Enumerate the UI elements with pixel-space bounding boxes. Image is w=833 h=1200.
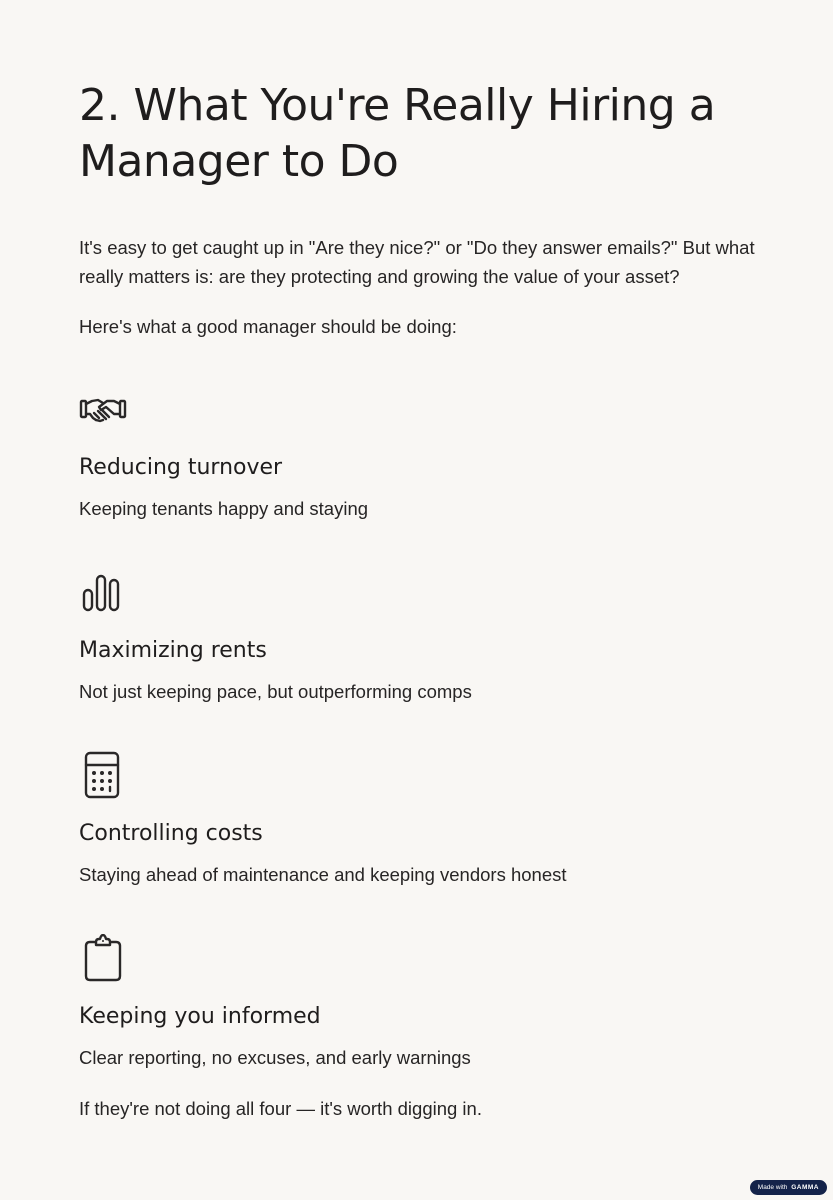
lead-paragraph: Here's what a good manager should be doing: [79,316,457,337]
item-description: Not just keeping pace, but outperforming comps [79,681,472,702]
content [79,78,769,341]
item-title: Controlling costs [79,821,263,846]
badge-prefix: Made with [757,1184,788,1191]
bar-chart-icon [79,568,127,616]
page-title: 2. What You're Really Hiring a Manager to Do [79,80,716,187]
intro-paragraph: It's easy to get caught up in "Are they nice?" or "Do they answer emails?" But what really matters is: are they protecting and growing the value of your asset? [79,237,755,287]
clipboard-icon [79,934,127,982]
item-title: Maximizing rents [79,638,267,663]
item-title: Reducing turnover [79,455,283,480]
item-description: Staying ahead of maintenance and keeping vendors honest [79,864,567,885]
made-with-gamma-badge[interactable] [750,1180,827,1195]
list-item-maximizing-rents [79,568,769,702]
item-description: Keeping tenants happy and staying [79,498,369,519]
calculator-icon [79,751,127,799]
item-description: Clear reporting, no excuses, and early warnings [79,1047,471,1068]
list-item-keeping-you-informed [79,934,769,1068]
item-title: Keeping you informed [79,1004,321,1029]
gamma-logo: GAMMA [791,1184,819,1191]
list-item-reducing-turnover [79,385,769,519]
handshake-icon [79,385,127,433]
list-item-controlling-costs [79,751,769,885]
closing-paragraph: If they're not doing all four — it's worth digging in. [79,1098,482,1119]
